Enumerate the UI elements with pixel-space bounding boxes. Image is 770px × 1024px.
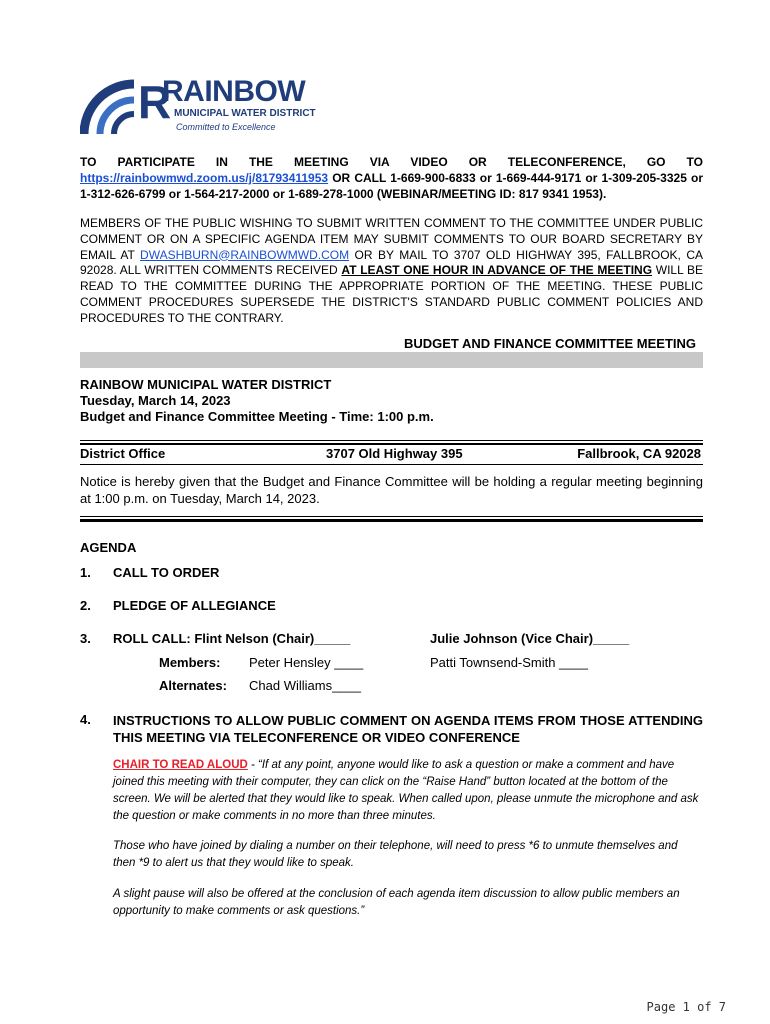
participate-call: OR CALL 1-669-900-6833 or 1-669-444-9171 or 1-309-205-3325 or 1-312-626-6799 or 1-564-217-2000 or 1-689-278-1000 (WEBINAR/MEETING ID: 817 9341 1953). — [80, 171, 703, 201]
meeting-time: Budget and Finance Committee Meeting - Time: 1:00 p.m. — [80, 409, 434, 424]
item-public-comment-instructions: INSTRUCTIONS TO ALLOW PUBLIC COMMENT ON AGENDA ITEMS FROM THOSE ATTENDING THIS MEETING VIA TELECONFERENCE OR VIDEO CONFERENCE — [113, 713, 703, 745]
divider — [80, 516, 703, 517]
item-number: 3. — [80, 631, 91, 646]
divider — [80, 519, 703, 522]
chair-read-paragraph — [113, 757, 703, 825]
public-comment-paragraph — [80, 216, 703, 327]
chair-read-text: - “If at any point, anyone would like to ask a question or make a comment and have joined this meeting with their computer, they can click on the “Raise Hand” button located at the bottom of the screen. We will be alerted that they would like to speak. When called upon, please unmute the microphone and ask the question or make comments in no more than three minutes. — [113, 759, 699, 822]
members-text-2: OR BY MAIL TO 3707 OLD HIGHWAY 395, FALLBROOK, CA 92028. ALL WRITTEN COMMENTS RECEIVED — [80, 247, 703, 278]
members-text-3: WILL BE READ TO THE COMMITTEE DURING THE APPROPRIATE PORTION OF THE MEETING. THESE PUBLIC COMMENT PROCEDURES SUPERSEDE THE DISTRICT'S STANDARD PUBLIC COMMENT POLICIES AND PROCEDURES TO THE CONTRARY. — [80, 263, 704, 325]
members-text-1: MEMBERS OF THE PUBLIC WISHING TO SUBMIT WRITTEN COMMENT TO THE COMMITTEE UNDER PUBLIC COMMENT OR ON A SPECIFIC AGENDA ITEM MAY SUBMIT COMMENTS TO OUR BOARD SECRETARY BY EMAIL AT — [80, 216, 703, 262]
member-name: Patti Townsend-Smith ____ — [430, 655, 589, 670]
alternates-label: Alternates: — [159, 678, 227, 693]
district-logo — [80, 72, 320, 138]
page-number: Page 1 of 7 — [646, 1000, 726, 1014]
district-name: RAINBOW MUNICIPAL WATER DISTRICT — [80, 377, 332, 392]
members-label: Members: — [159, 655, 221, 670]
item-number: 1. — [80, 565, 91, 580]
logo-tagline: Committed to Excellence — [176, 122, 276, 132]
phone-instructions: Those who have joined by dialing a number on their telephone, will need to press *6 to unmute themselves and then *9 to alert us that they would like to speak. — [113, 840, 678, 869]
city-address: Fallbrook, CA 92028 — [577, 446, 701, 461]
secretary-email-link[interactable]: DWASHBURN@RAINBOWMWD.COM — [140, 247, 350, 262]
meeting-date: Tuesday, March 14, 2023 — [80, 393, 231, 408]
participate-intro: TO PARTICIPATE IN THE MEETING VIA VIDEO OR TELECONFERENCE, GO TO — [80, 155, 703, 169]
pause-instructions: A slight pause will also be offered at the conclusion of each agenda item discussion to allow public members an opportunity to make comments or ask questions.” — [113, 888, 680, 917]
item-number: 2. — [80, 598, 91, 613]
office-label: District Office — [80, 446, 166, 461]
item-roll-call: ROLL CALL: Flint Nelson (Chair)_____ — [113, 631, 351, 646]
divider — [80, 464, 703, 465]
item-number: 4. — [80, 712, 91, 727]
zoom-link[interactable]: https://rainbowmwd.zoom.us/j/81793411953 — [80, 171, 329, 185]
members-emphasis: AT LEAST ONE HOUR IN ADVANCE OF THE MEETING — [341, 263, 653, 278]
notice-paragraph: Notice is hereby given that the Budget and Finance Committee will be holding a regular meeting beginning at 1:00 p.m. on Tuesday, March 14, 2023. — [80, 474, 703, 506]
vice-chair: Julie Johnson (Vice Chair)_____ — [430, 631, 630, 646]
divider — [80, 440, 703, 441]
title-divider-bar — [80, 352, 703, 368]
alternate-name: Chad Williams____ — [249, 678, 361, 693]
street-address: 3707 Old Highway 395 — [326, 446, 463, 461]
meeting-title: BUDGET AND FINANCE COMMITTEE MEETING — [403, 336, 696, 351]
participate-paragraph — [80, 154, 703, 202]
member-name: Peter Hensley ____ — [249, 655, 364, 670]
divider — [80, 443, 703, 445]
item-pledge: PLEDGE OF ALLEGIANCE — [113, 598, 276, 613]
item-call-to-order: CALL TO ORDER — [113, 565, 220, 580]
chair-read-label: CHAIR TO READ ALOUD — [113, 759, 248, 771]
logo-brand: RAINBOW — [162, 75, 306, 108]
district-header — [80, 377, 703, 425]
agenda-heading: AGENDA — [80, 540, 137, 555]
logo-subtitle: MUNICIPAL WATER DISTRICT — [174, 108, 316, 119]
svg-text:R: R — [138, 76, 172, 128]
